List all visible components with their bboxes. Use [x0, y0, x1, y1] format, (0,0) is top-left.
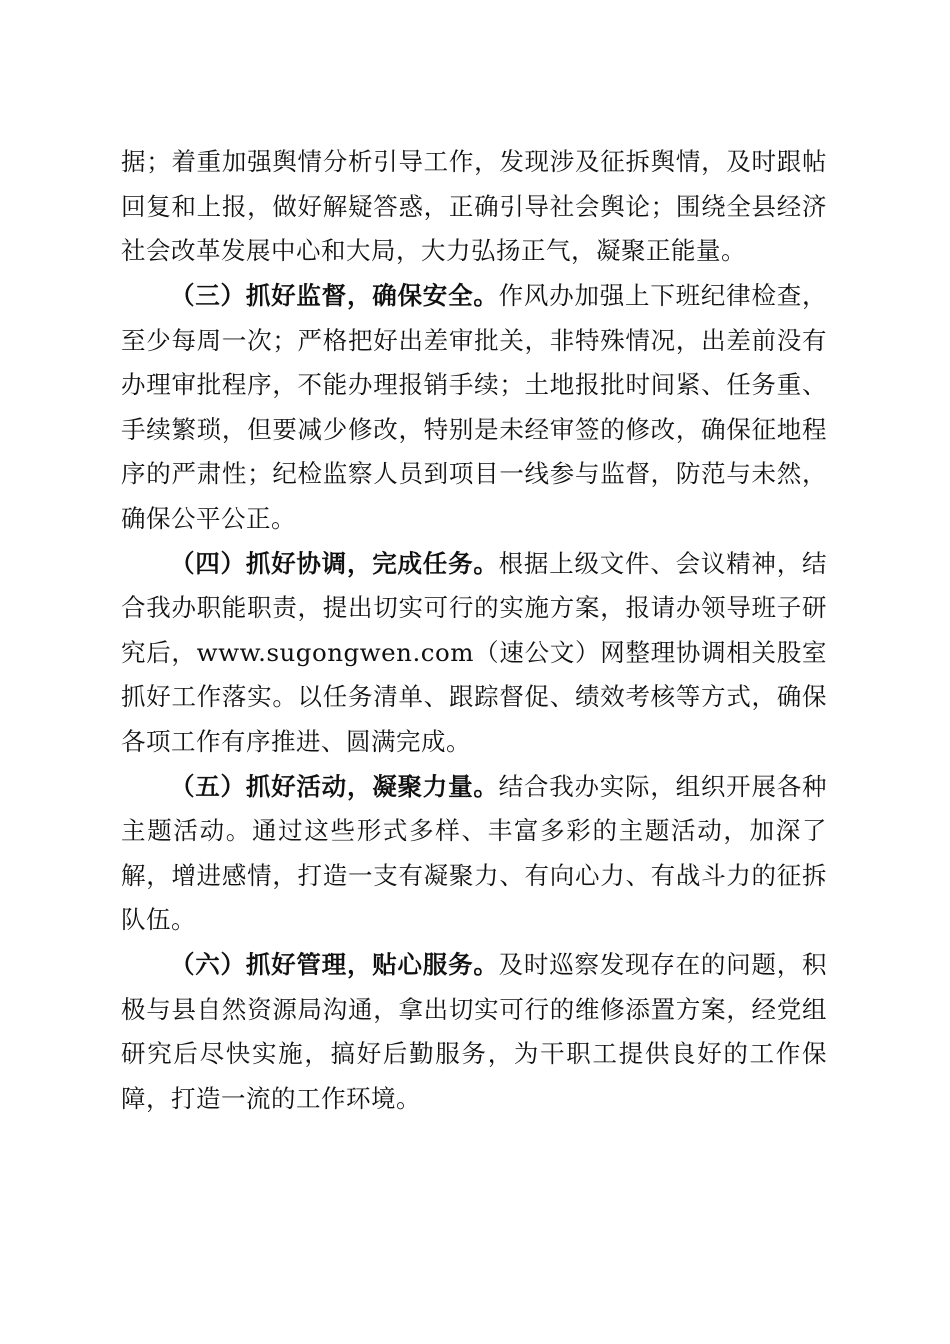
paragraph-section-6 — [121, 943, 827, 1121]
paragraph-body: 结合我办实际，组织开展各种主题活动。通过这些形式多样、丰富多彩的主题活动，加深了解，增进感情，打造一支有凝聚力、有向心力、有战斗力的征拆队伍。 — [121, 771, 827, 934]
paragraph-section-3 — [121, 274, 827, 541]
paragraph-continuation — [121, 140, 827, 274]
paragraph-body: 作风办加强上下班纪律检查，至少每周一次；严格把好出差审批关，非特殊情况，出差前没有办理审批程序，不能办理报销手续；土地报批时间紧、任务重、手续繁琐，但要减少修改，特别是未经审签的修改，确保征地程序的严肃性；纪检监察人员到项目一线参与监督，防范与未然，确保公平公正。 — [121, 281, 827, 533]
paragraph-body: 及时巡察发现存在的问题，积极与县自然资源局沟通，拿出切实可行的维修添置方案，经党组研究后尽快实施，搞好后勤服务，为干职工提供良好的工作保障，打造一流的工作环境。 — [121, 950, 827, 1113]
paragraph-body: 根据上级文件、会议精神，结合我办职能职责，提出切实可行的实施方案，报请办领导班子研究后，www.sugongwen.com（速公文）网整理协调相关股室抓好工作落实。以任务清单、跟踪督促、绩效考核等方式，确保各项工作有序推进、圆满完成。 — [121, 548, 827, 756]
document-body — [121, 140, 827, 1122]
paragraph-section-5 — [121, 765, 827, 943]
section-heading: （四）抓好协调，完成任务。 — [170, 548, 499, 578]
section-heading: （五）抓好活动，凝聚力量。 — [170, 771, 499, 801]
section-heading: （六）抓好管理，贴心服务。 — [170, 950, 499, 979]
section-heading: （三）抓好监督，确保安全。 — [170, 281, 499, 310]
paragraph-body: 据；着重加强舆情分析引导工作，发现涉及征拆舆情，及时跟帖回复和上报，做好解疑答惑，正确引导社会舆论；围绕全县经济社会改革发展中心和大局，大力弘扬正气，凝聚正能量。 — [121, 147, 827, 265]
paragraph-section-4 — [121, 542, 827, 765]
